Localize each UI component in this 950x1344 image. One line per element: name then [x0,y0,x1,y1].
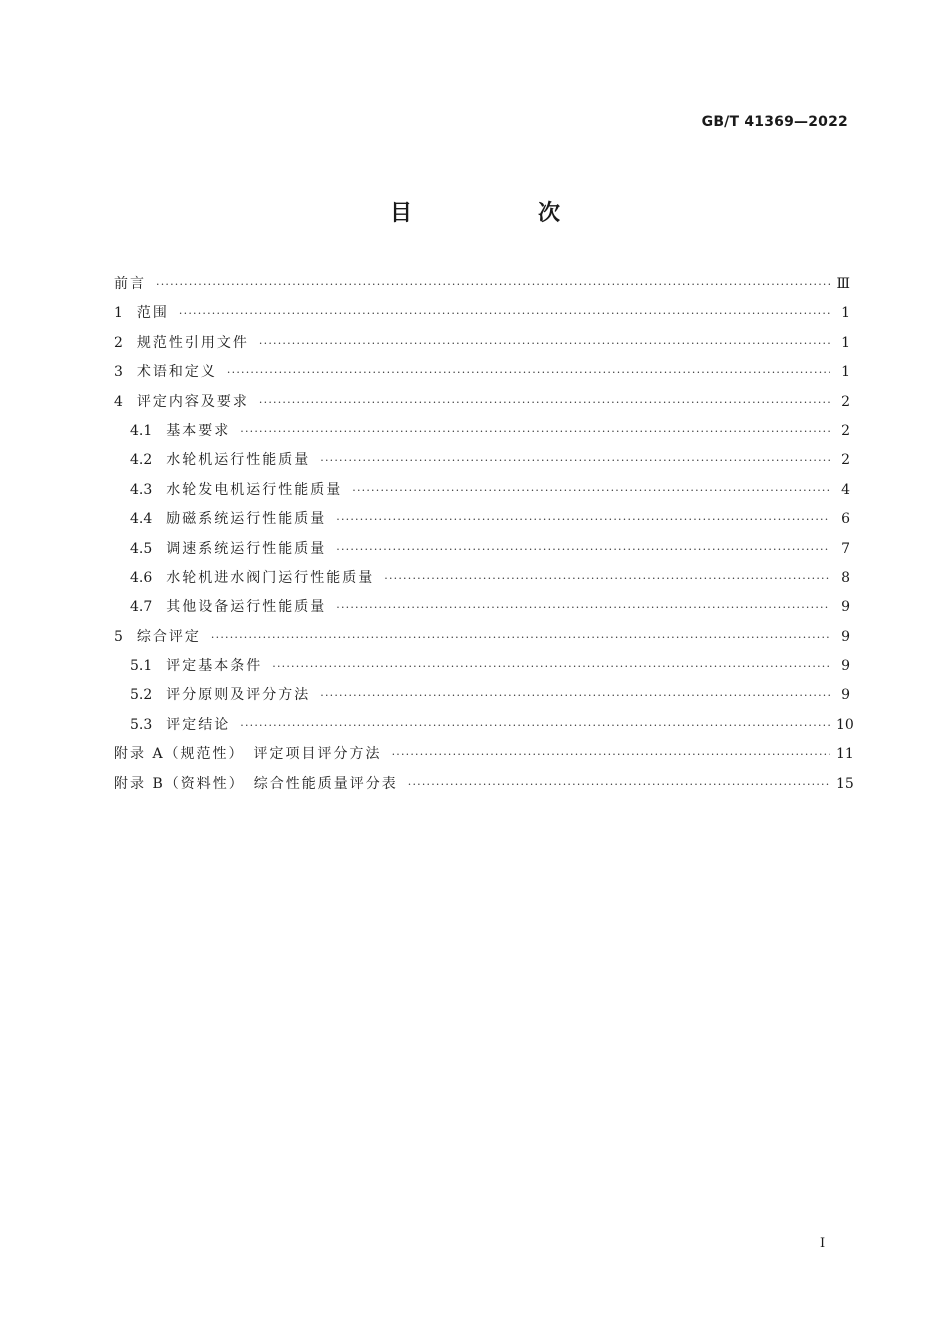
toc-entry-4-6[interactable] [114,564,850,593]
toc-leader-dots [320,681,830,710]
toc-entry-4-1[interactable] [114,417,850,446]
toc-entry-page: 1 [841,305,850,322]
toc-leader-dots [336,593,830,622]
toc-entry-label: 评定基本条件 [166,658,263,675]
toc-entry-terms[interactable] [114,358,850,387]
toc-entry-page: 1 [841,364,850,381]
toc-entry-4-3[interactable] [114,476,850,505]
toc-entry-page: 2 [841,393,850,410]
toc-entry-appendix-b[interactable] [114,770,854,799]
standard-number: GB/T 41369—2022 [701,114,848,130]
toc-entry-label: 基本要求 [166,422,231,439]
toc-entry-label: 其他设备运行性能质量 [166,599,327,616]
toc-leader-dots [320,446,830,475]
toc-entry-label: 附录 B（资料性） 综合性能质量评分表 [114,775,398,792]
toc-entry-5-3[interactable] [114,711,854,740]
toc-leader-dots [384,564,830,593]
toc-entry-page: 9 [841,658,850,675]
toc-entry-page: 2 [841,422,850,439]
toc-entry-requirements[interactable] [114,388,850,417]
toc-entry-number: 4.5 [130,540,153,557]
page-number: I [820,1236,826,1251]
toc-entry-page: 9 [841,599,850,616]
table-of-contents [114,270,854,799]
toc-leader-dots [408,770,830,799]
toc-entry-page: 4 [841,481,850,498]
toc-entry-4-2[interactable] [114,446,850,475]
toc-entry-4-7[interactable] [114,593,850,622]
toc-leader-dots [240,711,830,740]
toc-entry-label: 评分原则及评分方法 [166,687,311,704]
toc-entry-page: 2 [841,452,850,469]
toc-leader-dots [392,740,830,769]
toc-entry-number: 3 [114,364,123,381]
toc-entry-page: 15 [836,775,854,792]
page-title: 目 次 [389,201,612,226]
toc-entry-5-2[interactable] [114,681,850,710]
toc-entry-4-5[interactable] [114,535,850,564]
toc-entry-comprehensive-evaluation[interactable] [114,623,850,652]
toc-entry-page: 11 [836,746,854,763]
toc-entry-label: 评定内容及要求 [136,393,249,410]
toc-entry-number: 4.7 [130,599,153,616]
toc-leader-dots [211,623,830,652]
toc-entry-label: 前言 [114,276,146,292]
toc-entry-label: 励磁系统运行性能质量 [166,511,327,528]
toc-entry-label: 附录 A（规范性） 评定项目评分方法 [114,746,382,763]
toc-entry-4-4[interactable] [114,505,850,534]
toc-entry-page: 9 [841,687,850,704]
toc-entry-label: 术语和定义 [136,364,217,381]
toc-leader-dots [259,329,830,358]
toc-leader-dots [179,299,830,328]
toc-leader-dots [336,505,830,534]
toc-entry-appendix-a[interactable] [114,740,854,769]
toc-entry-number: 1 [114,305,123,322]
toc-entry-label: 水轮机运行性能质量 [166,452,311,469]
toc-entry-number: 4.1 [130,422,153,439]
toc-entry-number: 2 [114,334,123,351]
toc-entry-label: 水轮机进水阀门运行性能质量 [166,569,375,586]
toc-entry-number: 4.6 [130,569,153,586]
toc-entry-label: 规范性引用文件 [136,334,249,351]
toc-entry-page: 1 [841,334,850,351]
toc-entry-page: 8 [841,569,850,586]
toc-entry-page: 9 [841,628,850,645]
toc-leader-dots [336,535,830,564]
toc-leader-dots [272,652,830,681]
toc-entry-normative-references[interactable] [114,329,850,358]
toc-entry-preface[interactable] [114,270,850,299]
toc-entry-number: 5 [114,628,123,645]
toc-entry-label: 评定结论 [166,716,231,733]
toc-entry-label: 综合评定 [136,628,201,645]
toc-entry-page: 6 [841,511,850,528]
toc-entry-page: 7 [841,540,850,557]
toc-entry-number: 4.3 [130,481,153,498]
toc-entry-page: 10 [836,716,854,733]
toc-entry-number: 4.4 [130,511,153,528]
toc-entry-number: 5.2 [130,687,153,704]
toc-entry-number: 4 [114,393,123,410]
toc-entry-number: 5.3 [130,716,153,733]
toc-leader-dots [156,270,830,299]
toc-leader-dots [259,388,830,417]
toc-entry-label: 调速系统运行性能质量 [166,540,327,557]
toc-entry-page: Ⅲ [836,276,850,292]
toc-leader-dots [352,476,830,505]
toc-leader-dots [227,358,830,387]
toc-entry-number: 5.1 [130,658,153,675]
toc-entry-label: 水轮发电机运行性能质量 [166,481,343,498]
toc-entry-scope[interactable] [114,299,850,328]
toc-entry-5-1[interactable] [114,652,850,681]
toc-entry-label: 范围 [136,305,169,322]
toc-leader-dots [240,417,830,446]
toc-entry-number: 4.2 [130,452,153,469]
